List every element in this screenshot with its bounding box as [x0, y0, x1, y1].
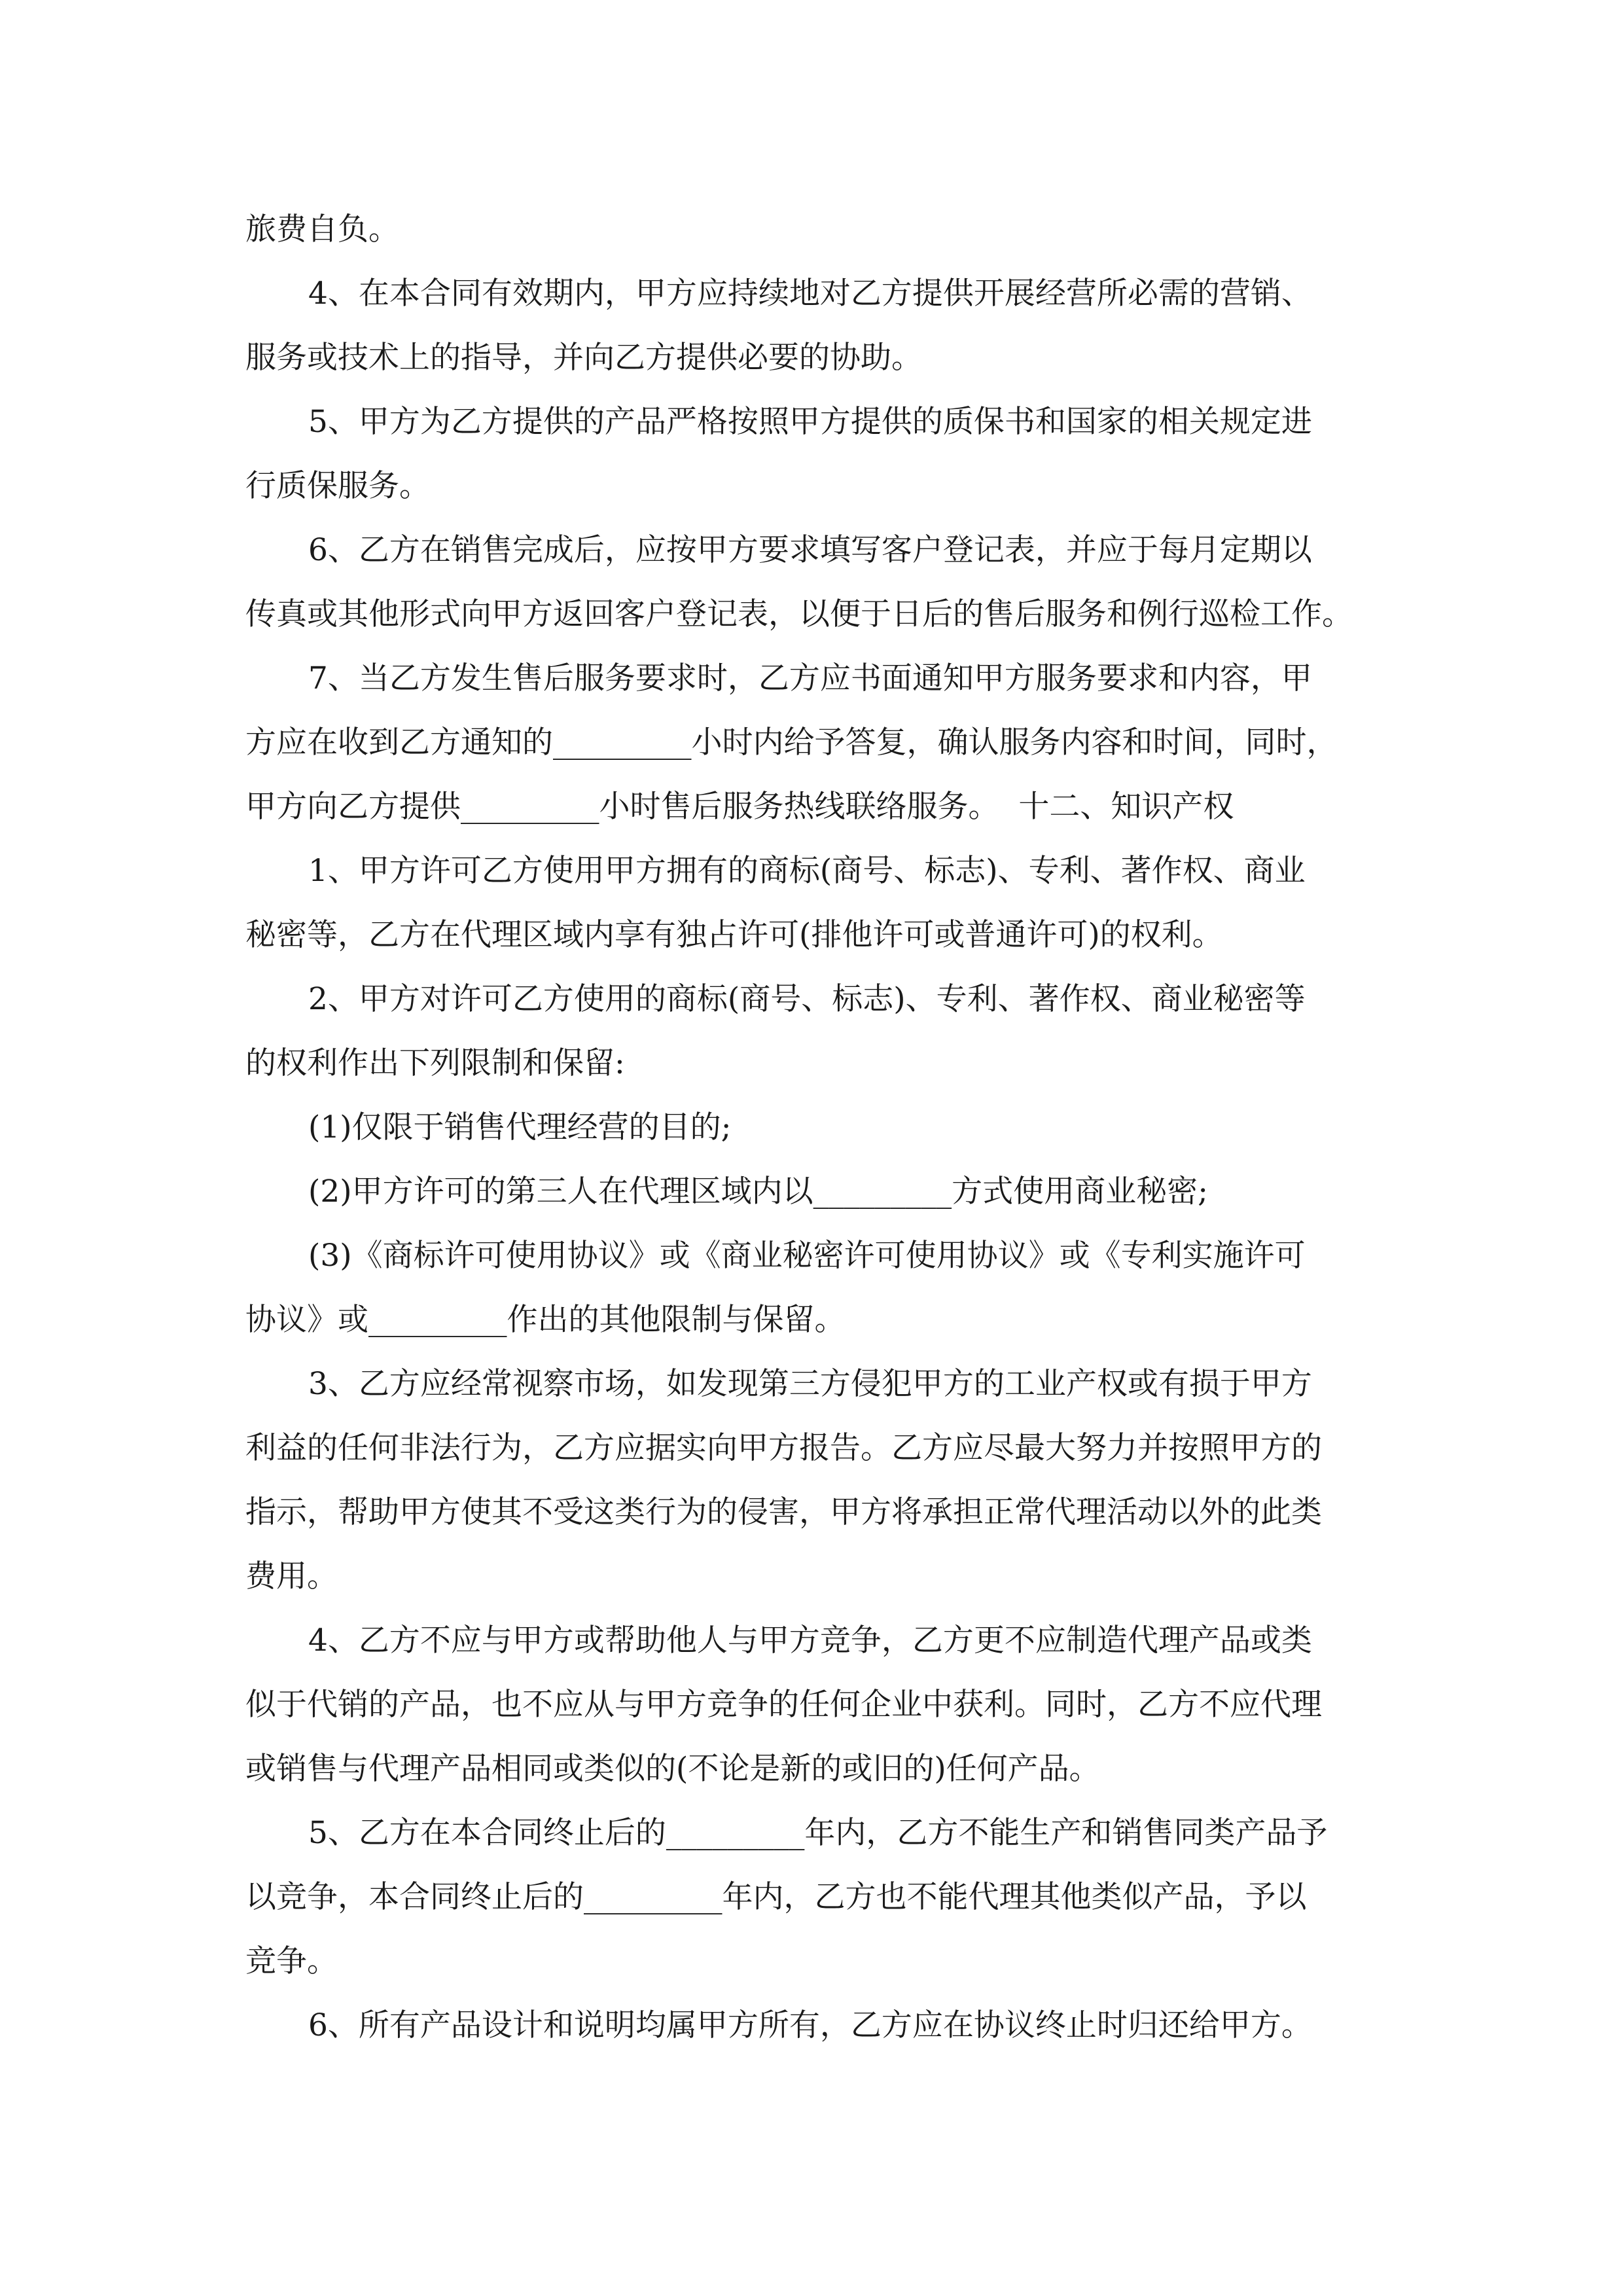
- document-body: [245, 198, 1397, 2058]
- clause-7-line-1: 7、当乙方发生售后服务要求时，乙方应书面通知甲方服务要求和内容，甲: [308, 660, 1312, 696]
- ip-clause-4-line-3: 或销售与代理产品相同或类似的(不论是新的或旧的)任何产品。: [245, 1751, 1100, 1787]
- clause-5-line-2: 行质保服务。: [245, 468, 430, 504]
- ip-clause-2-item-2: (2)甲方许可的第三人在代理区域内以_________方式使用商业秘密;: [308, 1174, 1208, 1210]
- ip-clause-5-line-1: 5、乙方在本合同终止后的_________年内，乙方不能生产和销售同类产品予: [308, 1815, 1328, 1851]
- clause-4-line-1: 4、在本合同有效期内，甲方应持续地对乙方提供开展经营所必需的营销、: [308, 276, 1312, 312]
- clause-7-line-3: 甲方向乙方提供_________小时售后服务热线联络服务。 十二、知识产权: [245, 789, 1234, 825]
- ip-clause-6-line-1: 6、所有产品设计和说明均属甲方所有，乙方应在协议终止时归还给甲方。: [308, 2007, 1312, 2043]
- clause-6-line-1: 6、乙方在销售完成后，应按甲方要求填写客户登记表，并应于每月定期以: [308, 532, 1312, 568]
- ip-clause-2-line-1: 2、甲方对许可乙方使用的商标(商号、标志)、专利、著作权、商业秘密等: [308, 981, 1306, 1017]
- ip-clause-2-item-3-line-2: 协议》或_________作出的其他限制与保留。: [245, 1302, 846, 1338]
- ip-clause-5-line-2: 以竞争，本合同终止后的_________年内，乙方也不能代理其他类似产品，予以: [245, 1879, 1307, 1915]
- clause-7-line-2: 方应在收到乙方通知的_________小时内给予答复，确认服务内容和时间，同时，: [245, 725, 1338, 761]
- ip-clause-4-line-2: 似于代销的产品，也不应从与甲方竞争的任何企业中获利。同时，乙方不应代理: [245, 1687, 1322, 1723]
- ip-clause-3-line-3: 指示，帮助甲方使其不受这类行为的侵害，甲方将承担正常代理活动以外的此类: [245, 1494, 1322, 1530]
- ip-clause-1-line-2: 秘密等，乙方在代理区域内享有独占许可(排他许可或普通许可)的权利。: [245, 917, 1223, 953]
- ip-clause-3-line-1: 3、乙方应经常视察市场，如发现第三方侵犯甲方的工业产权或有损于甲方: [308, 1366, 1312, 1402]
- clause-6-line-2: 传真或其他形式向甲方返回客户登记表，以便于日后的售后服务和例行巡检工作。: [245, 596, 1353, 632]
- ip-clause-1-line-1: 1、甲方许可乙方使用甲方拥有的商标(商号、标志)、专利、著作权、商业: [308, 853, 1306, 889]
- clause-4-line-2: 服务或技术上的指导，并向乙方提供必要的协助。: [245, 340, 922, 376]
- ip-clause-4-line-1: 4、乙方不应与甲方或帮助他人与甲方竞争，乙方更不应制造代理产品或类: [308, 1623, 1312, 1659]
- ip-clause-3-line-2: 利益的任何非法行为，乙方应据实向甲方报告。乙方应尽最大努力并按照甲方的: [245, 1430, 1322, 1466]
- ip-clause-2-line-2: 的权利作出下列限制和保留:: [245, 1045, 625, 1081]
- clause-5-line-1: 5、甲方为乙方提供的产品严格按照甲方提供的质保书和国家的相关规定进: [308, 404, 1312, 440]
- ip-clause-3-line-4: 费用。: [245, 1558, 338, 1594]
- ip-clause-5-line-3: 竞争。: [245, 1943, 338, 1979]
- ip-clause-2-item-3-line-1: (3)《商标许可使用协议》或《商业秘密许可使用协议》或《专利实施许可: [308, 1238, 1306, 1274]
- ip-clause-2-item-1: (1)仅限于销售代理经营的目的;: [308, 1109, 732, 1145]
- text-line-1: 旅费自负。: [245, 211, 399, 247]
